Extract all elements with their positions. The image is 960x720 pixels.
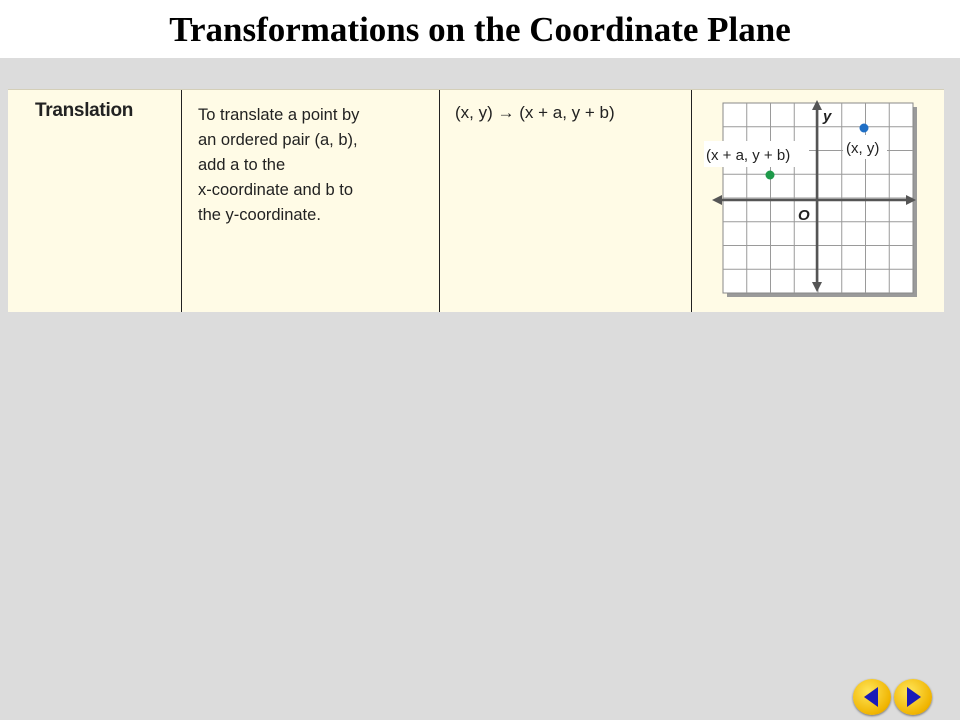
original-point	[860, 124, 869, 133]
column-divider	[439, 90, 440, 312]
column-divider	[181, 90, 182, 312]
left-triangle-icon	[853, 679, 891, 715]
image-point-label: (x + a, y + b)	[706, 147, 791, 164]
origin-label: O	[798, 207, 810, 224]
coordinate-plane-graph	[690, 89, 940, 311]
image-point	[766, 171, 775, 180]
slide-header	[0, 0, 960, 58]
description-line: the y-coordinate.	[198, 206, 321, 224]
transformation-rule: (x, y) → (x + a, y + b)	[455, 103, 615, 122]
description-line: To translate a point by	[198, 106, 360, 124]
y-axis-label: y	[823, 108, 832, 125]
transformation-description	[198, 103, 438, 228]
description-line: add a to the	[198, 156, 286, 174]
description-line: x-coordinate and b to	[198, 181, 354, 199]
right-triangle-icon	[894, 679, 932, 715]
previous-slide-button[interactable]	[853, 679, 891, 715]
x-axis-left-arrow-icon	[712, 195, 722, 205]
slide-title: Transformations on the Coordinate Plane	[169, 10, 791, 49]
description-line: an ordered pair (a, b),	[198, 131, 358, 149]
original-point-label: (x, y)	[846, 140, 880, 157]
next-slide-button[interactable]	[894, 679, 932, 715]
transformation-term: Translation	[35, 100, 134, 121]
